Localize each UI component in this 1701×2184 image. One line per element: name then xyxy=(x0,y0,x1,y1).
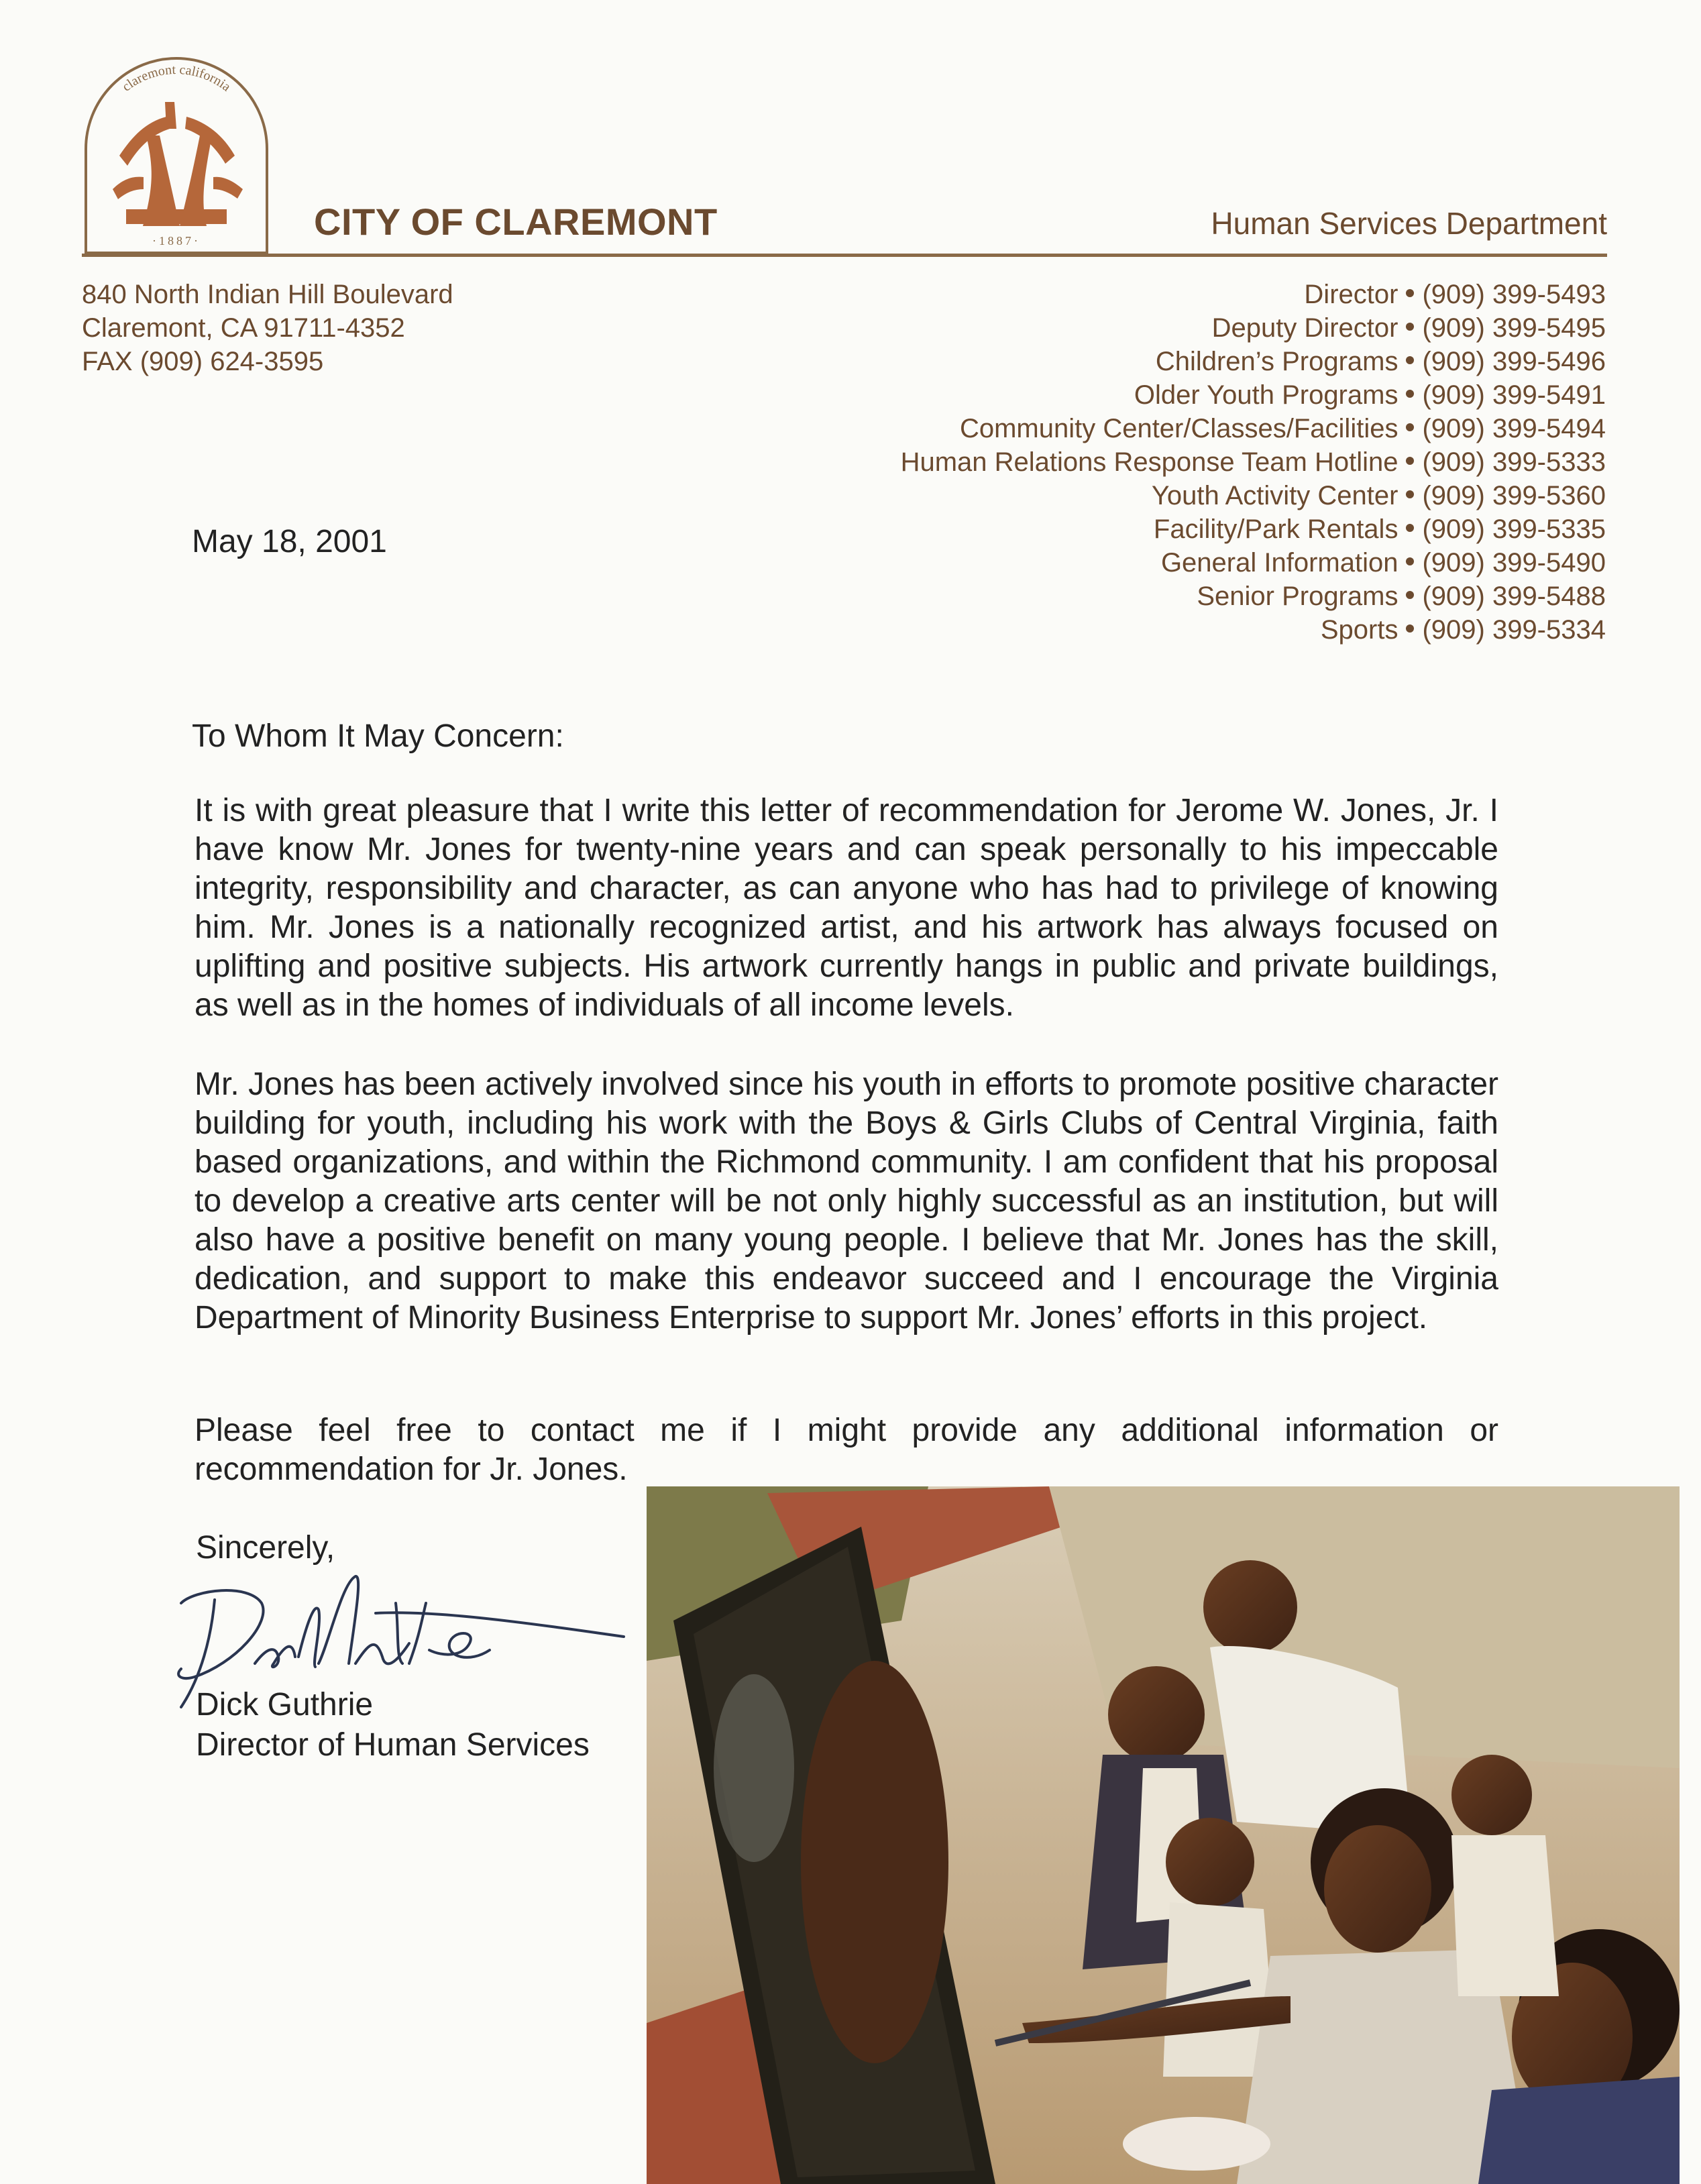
contact-row xyxy=(901,479,1606,512)
logo-arc-textpath: claremont california xyxy=(119,62,233,95)
contact-phone: (909) 399-5495 xyxy=(1422,313,1606,343)
contact-label: Community Center/Classes/Facilities xyxy=(959,414,1398,443)
contact-phone: (909) 399-5491 xyxy=(1422,380,1606,410)
contact-phone: (909) 399-5335 xyxy=(1422,514,1606,544)
contact-phone: (909) 399-5333 xyxy=(1422,447,1606,477)
contact-row xyxy=(901,512,1606,546)
contact-row xyxy=(901,311,1606,345)
letter-date: May 18, 2001 xyxy=(192,524,387,559)
signer-title: Director of Human Services xyxy=(196,1727,590,1763)
bullet-icon xyxy=(1406,323,1414,331)
city-name: CITY OF CLAREMONT xyxy=(314,201,718,243)
contact-row xyxy=(901,278,1606,311)
bullet-icon xyxy=(1406,390,1414,398)
bullet-icon xyxy=(1406,624,1414,633)
contact-row xyxy=(901,412,1606,445)
bullet-icon xyxy=(1406,457,1414,465)
body-paragraph: Please feel free to contact me if I might provide any additional information or recommendation for Jr. Jones. xyxy=(195,1413,1498,1487)
bullet-icon xyxy=(1406,490,1414,498)
photograph-artist-with-children xyxy=(647,1486,1680,2184)
bullet-icon xyxy=(1406,591,1414,599)
letterhead-divider xyxy=(82,254,1607,257)
contact-phone: (909) 399-5334 xyxy=(1422,615,1606,645)
address-line: 840 North Indian Hill Boulevard xyxy=(82,280,453,309)
address-block xyxy=(82,278,453,378)
contact-row xyxy=(901,546,1606,580)
contact-label: General Information xyxy=(1160,548,1398,578)
body-paragraph: Mr. Jones has been actively involved since his youth in efforts to promote positive character building for youth, including his work with the Boys & Girls Clubs of Central Virginia, faith based organizations, and within the Richmond community. I am confident that his proposal to develop a creative arts center will be not only highly successful as an institution, but will also have a positive benefit on many young people. I believe that Mr. Jones has the skill, dedication, and support to make this endeavor succeed and I encourage the Virginia Department of Minority Business Enterprise to support Mr. Jones’ efforts in this project. xyxy=(195,1067,1498,1335)
contact-row xyxy=(901,378,1606,412)
contact-label: Children’s Programs xyxy=(1155,347,1398,376)
contact-phone: (909) 399-5360 xyxy=(1422,481,1606,510)
fax-line: FAX (909) 624-3595 xyxy=(82,347,324,376)
salutation: To Whom It May Concern: xyxy=(192,718,564,754)
contact-phone: (909) 399-5496 xyxy=(1422,347,1606,376)
contact-label: Youth Activity Center xyxy=(1151,481,1398,510)
bullet-icon xyxy=(1406,289,1414,297)
logo-year: ·1887· xyxy=(152,234,201,248)
contact-label: Deputy Director xyxy=(1211,313,1398,343)
bullet-icon xyxy=(1406,356,1414,364)
contact-label: Human Relations Response Team Hotline xyxy=(900,447,1398,477)
city-logo xyxy=(79,55,274,256)
contact-phone: (909) 399-5488 xyxy=(1422,582,1606,611)
contact-row xyxy=(901,445,1606,479)
body-paragraph: It is with great pleasure that I write this letter of recommendation for Jerome W. Jones, Jr. I have know Mr. Jones for twenty-nine years and can speak personally to his impeccable integrity, responsibility and character, as can anyone who has had to privilege of knowing him. Mr. Jones is a nationally recognized artist, and his artwork has always focused on uplifting and positive subjects. His artwork currently hangs in public and private buildings, as well as in the homes of individuals of all income levels. xyxy=(195,793,1498,1023)
signer-block xyxy=(196,1685,590,1765)
contact-label: Facility/Park Rentals xyxy=(1153,514,1398,544)
bullet-icon xyxy=(1406,524,1414,532)
bullet-icon xyxy=(1406,423,1414,431)
contact-row xyxy=(901,345,1606,378)
contact-phone: (909) 399-5494 xyxy=(1422,414,1606,443)
contact-phone: (909) 399-5490 xyxy=(1422,548,1606,578)
address-line: Claremont, CA 91711-4352 xyxy=(82,313,405,343)
closing: Sincerely, xyxy=(196,1530,335,1566)
contact-label: Senior Programs xyxy=(1197,582,1398,611)
contact-phone: (909) 399-5493 xyxy=(1422,280,1606,309)
contact-row xyxy=(901,580,1606,613)
contact-label: Director xyxy=(1304,280,1398,309)
bullet-icon xyxy=(1406,557,1414,565)
signer-name: Dick Guthrie xyxy=(196,1687,374,1723)
contact-row xyxy=(901,613,1606,647)
contact-label: Sports xyxy=(1320,615,1398,645)
contact-list xyxy=(901,278,1606,647)
contact-label: Older Youth Programs xyxy=(1134,380,1398,410)
department-name: Human Services Department xyxy=(1211,206,1607,241)
